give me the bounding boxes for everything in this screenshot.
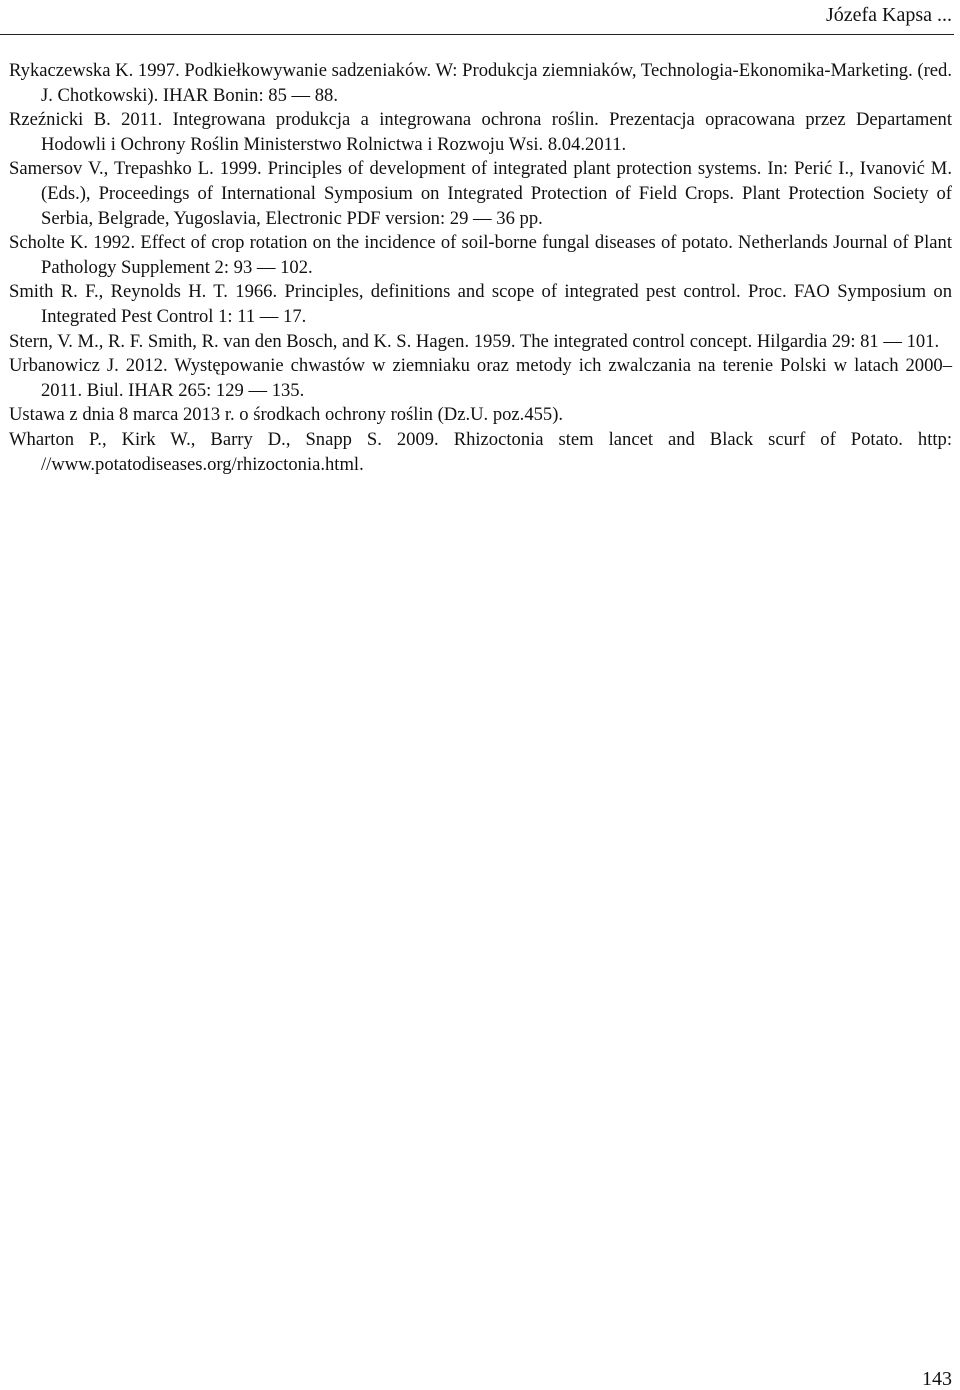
running-title: Józefa Kapsa ... xyxy=(825,4,952,26)
reference-rykaczewska-1997: Rykaczewska K. 1997. Podkiełkowywanie sadzeniaków. W: Produkcja ziemniaków, Technologia-Ekonomika-Marketing. (red. J. Chotkowski). IHAR Bonin: 85 — 88. xyxy=(9,60,952,106)
reference-urbanowicz-2012: Urbanowicz J. 2012. Występowanie chwastów w ziemniaku oraz metody ich zwalczania na terenie Polski w latach 2000–2011. Biul. IHAR 265: 129 — 135. xyxy=(9,355,952,401)
reference-scholte-1992: Scholte K. 1992. Effect of crop rotation on the incidence of soil-borne fungal diseases of potato. Netherlands Journal of Plant Pathology Supplement 2: 93 — 102. xyxy=(9,232,952,278)
reference-list xyxy=(9,59,952,477)
reference-ustawa-2013: Ustawa z dnia 8 marca 2013 r. o środkach ochrony roślin (Dz.U. poz.455). xyxy=(9,404,564,426)
reference-rzeznicki-2011: Rzeźnicki B. 2011. Integrowana produkcja a integrowana ochrona roślin. Prezentacja opracowana przez Departament Hodowli i Ochrony Roślin Ministerstwo Rolnictwa i Rozwoju Wsi. 8.04.2011. xyxy=(9,109,952,155)
reference-wharton-2009: Wharton P., Kirk W., Barry D., Snapp S. 2009. Rhizoctonia stem lancet and Black scurf of Potato. http: //www.potatodiseases.org/rhizoctonia.html. xyxy=(9,428,952,475)
reference-stern-1959: Stern, V. M., R. F. Smith, R. van den Bosch, and K. S. Hagen. 1959. The integrated control concept. Hilgardia 29: 81 — 101. xyxy=(9,330,940,352)
reference-smith-1966: Smith R. F., Reynolds H. T. 1966. Principles, definitions and scope of integrated pest control. Proc. FAO Symposium on Integrated Pest Control 1: 11 — 17. xyxy=(9,281,952,327)
reference-samersov-1999: Samersov V., Trepashko L. 1999. Principles of development of integrated plant protection systems. In: Perić I., Ivanović M. (Eds.), Proceedings of International Symposium on Integrated Protection of Field Crops. Plant Protection Society of Serbia, Belgrade, Yugoslavia, Electronic PDF version: 29 — 36 pp. xyxy=(9,158,952,229)
running-header xyxy=(0,0,954,35)
page-number: 143 xyxy=(922,1368,952,1390)
